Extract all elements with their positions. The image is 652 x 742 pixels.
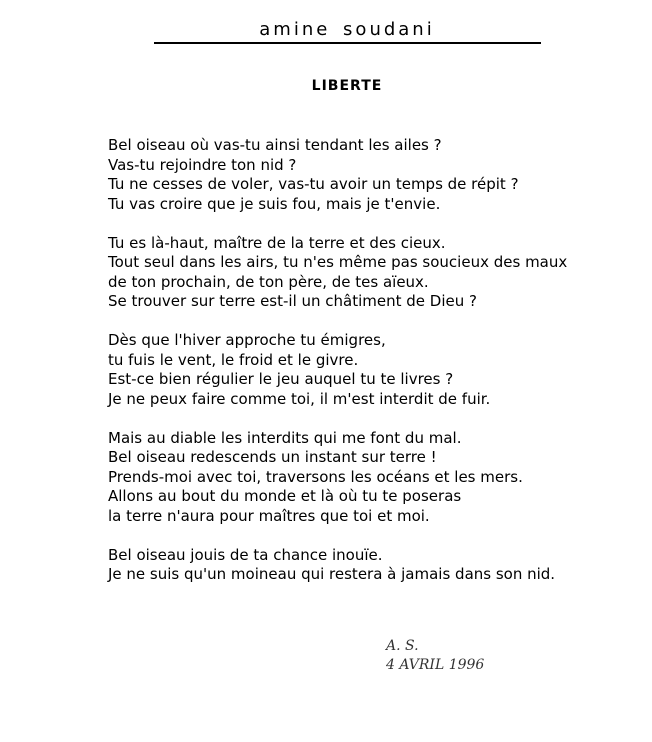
signature-initials: A. S. [386,638,419,654]
poem-line: Tu ne cesses de voler, vas-tu avoir un temps de répit ? [108,175,519,193]
poem-line: Je ne peux faire comme toi, il m'est interdit de fuir. [108,389,491,408]
poem-line: Vas-tu rejoindre ton nid ? [108,155,297,174]
signature-date: 4 AVRIL 1996 [386,657,485,673]
stanza-3 [108,331,648,409]
poem-line: de ton prochain, de ton père, de tes aïeux. [108,272,429,291]
poem-line: Tout seul dans les airs, tu n'es même pas soucieux des maux [108,253,568,271]
poem-line: la terre n'aura pour maîtres que toi et moi. [108,506,430,525]
poem-line: Tu es là-haut, maître de la terre et des cieux. [108,233,446,252]
poem-line: Allons au bout du monde et là où tu te poseras [108,487,462,505]
poem-line: Bel oiseau où vas-tu ainsi tendant les ailes ? [108,136,442,154]
page-header-author: amine soudani [259,19,435,40]
poem-line: Dès que l'hiver approche tu émigres, [108,331,386,349]
poem-line: Bel oiseau redescends un instant sur terre ! [108,448,437,466]
stanza-4 [108,429,648,527]
poem-body [108,136,648,604]
poem-line: Est-ce bien régulier le jeu auquel tu te livres ? [108,370,454,388]
signature-block [386,637,484,675]
header-divider [154,42,541,44]
poem-line: Prends-moi avec toi, traversons les océans et les mers. [108,467,523,486]
stanza-2 [108,234,648,312]
stanza-5 [108,546,648,585]
poem-line: Je ne suis qu'un moineau qui restera à jamais dans son nid. [108,565,556,583]
poem-line: Bel oiseau jouis de ta chance inouïe. [108,545,383,564]
stanza-1 [108,136,648,214]
poem-title: LIBERTE [311,78,383,94]
poem-line: tu fuis le vent, le froid et le givre. [108,350,359,369]
poem-line: Se trouver sur terre est-il un châtiment de Dieu ? [108,292,477,310]
poem-line: Mais au diable les interdits qui me font du mal. [108,428,462,447]
poem-line: Tu vas croire que je suis fou, mais je t'envie. [108,194,441,213]
